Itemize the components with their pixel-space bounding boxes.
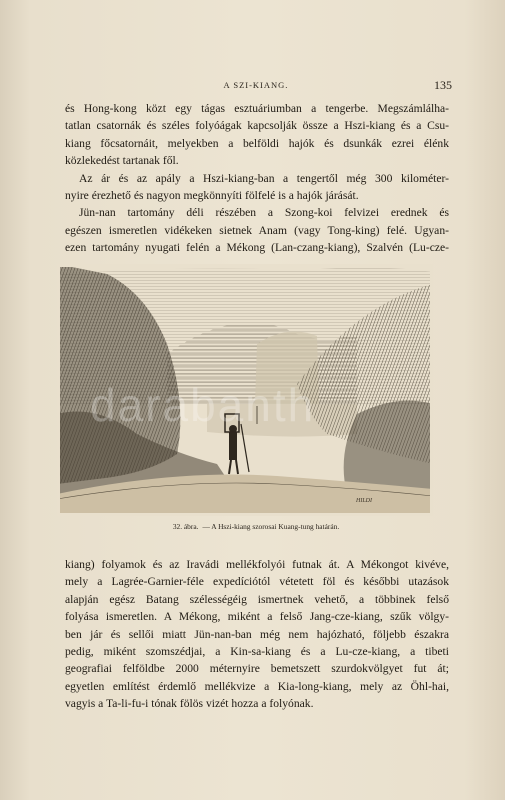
paragraph-2 bbox=[65, 170, 449, 205]
text-line: Jün-nan tartomány déli részében a Szong-koi felvizei erednek és bbox=[79, 206, 449, 220]
running-head bbox=[60, 80, 452, 94]
text-line: tatlan csatornák és széles folyóágak kapcsolják össze a Hszi-kiang és a Csu- bbox=[65, 119, 449, 133]
text-line: geografiai felföldbe 2000 méternyire bemetszett szurdokvölgyet fut át; bbox=[65, 662, 449, 676]
paragraph-3 bbox=[65, 204, 449, 256]
text-line: és Hong-kong közt egy tágas esztuáriumban a tengerbe. Megszámlálha- bbox=[65, 102, 449, 115]
page-number: 135 bbox=[434, 78, 452, 92]
text-line: ezen tartomány nyugati felén a Mékong (Lan-czang-kiang), Szalvén (Lu-cze- bbox=[65, 241, 449, 255]
caption-text: — A Hszi-kiang szorosai Kuang-tung határán. bbox=[202, 522, 340, 531]
text-line: folyása ismeretlen. A Mékong, miként a felső Jang-cze-kiang, szűk völgy- bbox=[65, 610, 449, 624]
paragraph-1 bbox=[65, 100, 449, 170]
text-line: egyetlen említést érdemlő mellékvize a Kia-long-kiang, mely az Öhl-hai, bbox=[65, 679, 449, 693]
text-block-top bbox=[65, 100, 449, 257]
text-line: alapján egész Batang szélességéig ismertnek vehető, a többinek felső bbox=[65, 592, 449, 606]
watermark: darabanth bbox=[90, 379, 316, 431]
text-line: vagyis a Ta-li-fu-i tónak fölös vizét hozza a folyónak. bbox=[65, 697, 314, 711]
figure-caption bbox=[60, 522, 452, 531]
text-line: kiang főcsatornáit, melyekben a belföldi hajók és dsunkák ezrei élénk bbox=[65, 136, 449, 150]
text-line: mely a Lagrée-Garnier-féle expedíciótól vétetett föl és későbbi utazások bbox=[65, 575, 449, 589]
engraver-signature: HILDI bbox=[356, 498, 372, 504]
text-line: Az ár és az apály a Hszi-kiang-ban a tengertől még 300 kilométer- bbox=[79, 171, 449, 185]
running-title: A SZI-KIANG. bbox=[223, 80, 289, 90]
right-foliage bbox=[344, 401, 433, 494]
text-line: egészen ismeretlen vidékeken sietnek Anam (vagy Tong-king) felé. Ugyan- bbox=[65, 223, 449, 237]
paragraph-4 bbox=[65, 556, 449, 713]
text-line: nyire érezhető és nagyon megkönnyíti fölfelé is a hajók járását. bbox=[65, 189, 359, 203]
text-block-bottom bbox=[65, 556, 449, 713]
text-line: ben jár és sellői miatt Jün-nan-ban még nem hajózható, följebb északra bbox=[65, 627, 449, 641]
text-line: pedig, miként szomszédjai, a Kin-sa-kiang és a Lu-cze-kiang, a tibeti bbox=[65, 645, 449, 659]
text-line: közlekedést tartanak fől. bbox=[65, 154, 179, 168]
caption-number: 32. ábra. bbox=[172, 522, 199, 531]
text-line: kiang) folyamok és az Iravádi mellékfolyói futnak át. A Mékongot kivéve, bbox=[65, 558, 449, 571]
